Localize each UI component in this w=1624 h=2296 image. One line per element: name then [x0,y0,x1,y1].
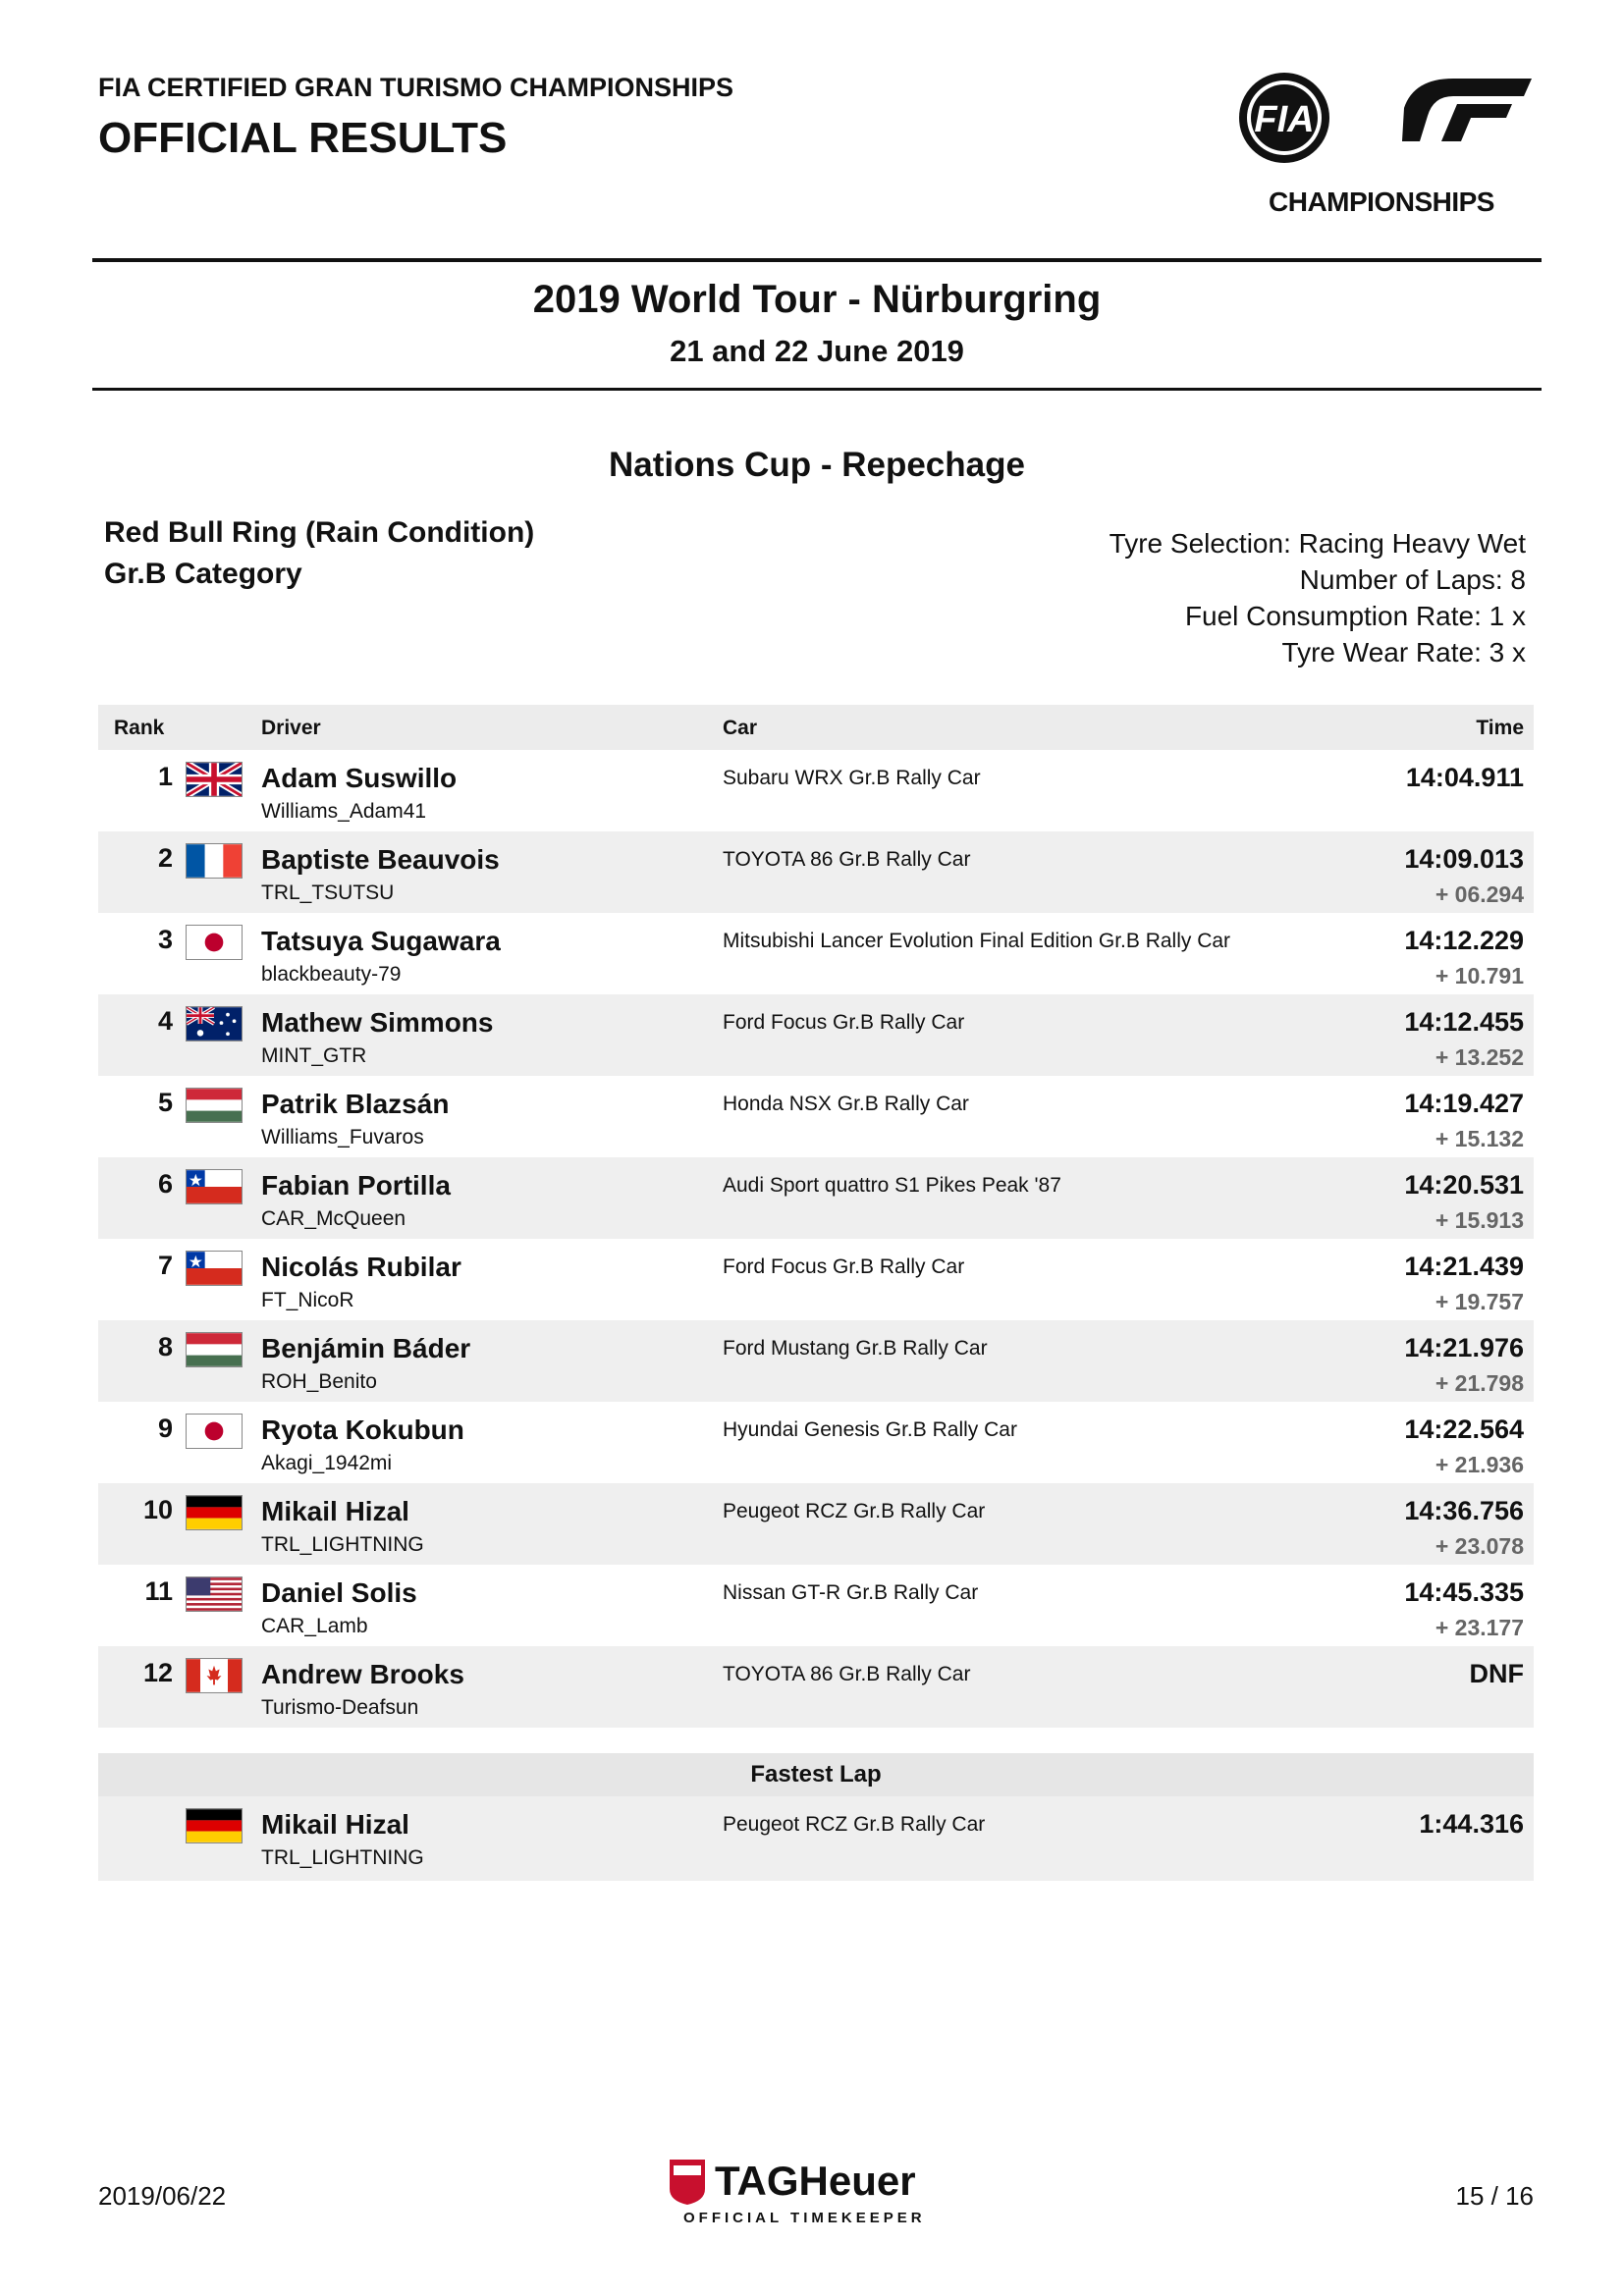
car-name: TOYOTA 86 Gr.B Rally Car [723,848,971,871]
col-driver: Driver [261,717,321,739]
footer-page-number: 15 / 16 [1455,2181,1534,2211]
driver-username: blackbeauty-79 [261,963,402,986]
race-time: 14:21.439 [1404,1252,1524,1281]
us-flag-icon [186,1576,243,1612]
header-title: OFFICIAL RESULTS [98,114,508,162]
car-name: Honda NSX Gr.B Rally Car [723,1093,969,1115]
driver-username: FT_NicoR [261,1289,354,1311]
car-name: TOYOTA 86 Gr.B Rally Car [723,1663,971,1685]
driver-username: TRL_LIGHTNING [261,1533,424,1556]
rank-number: 11 [144,1576,173,1606]
fastest-car: Peugeot RCZ Gr.B Rally Car [723,1813,986,1836]
col-rank: Rank [114,717,165,739]
driver-name: Adam Suswillo [261,763,458,793]
col-car: Car [723,717,758,739]
driver-name: Mikail Hizal [261,1496,409,1526]
driver-name: Andrew Brooks [261,1659,464,1689]
driver-username: TRL_TSUTSU [261,881,395,904]
table-row [98,1483,1534,1565]
table-row [98,1320,1534,1402]
car-name: Ford Focus Gr.B Rally Car [723,1255,965,1278]
race-time: 14:45.335 [1404,1577,1524,1607]
car-name: Hyundai Genesis Gr.B Rally Car [723,1418,1017,1441]
event-dates: 21 and 22 June 2019 [670,334,964,368]
fastest-driver-user: TRL_LIGHTNING [261,1846,424,1869]
rank-number: 6 [157,1169,173,1199]
category-name: Gr.B Category [104,558,302,590]
race-time: 14:22.564 [1404,1415,1524,1444]
title-divider [92,388,1542,391]
hu-flag-icon [186,1088,243,1123]
time-gap: + 13.252 [1435,1044,1524,1070]
ca-flag-icon [186,1658,243,1693]
au-flag-icon [186,1006,243,1041]
driver-name: Ryota Kokubun [261,1415,464,1445]
condition-fuel: Fuel Consumption Rate: 1 x [1184,601,1526,631]
rank-number: 9 [157,1414,173,1443]
driver-username: Turismo-Deafsun [261,1696,419,1719]
jp-flag-icon [186,925,243,960]
race-time: 14:09.013 [1404,844,1524,874]
table-row [98,1157,1534,1239]
cl-flag-icon [186,1251,243,1286]
de-flag-icon [186,1808,243,1843]
fr-flag-icon [186,843,243,879]
time-gap: + 19.757 [1435,1289,1524,1314]
condition-wear: Tyre Wear Rate: 3 x [1281,637,1526,667]
championships-label: CHAMPIONSHIPS [1269,187,1494,217]
fia-logo-icon [1239,73,1329,163]
rank-number: 4 [157,1006,173,1036]
driver-name: Patrik Blazsán [261,1089,450,1119]
tagheuer-brand: TAGHeuer [715,2158,916,2204]
session-name: Nations Cup - Repechage [609,446,1025,484]
driver-username: Akagi_1942mi [261,1452,393,1474]
race-time: 14:36.756 [1404,1496,1524,1525]
fastest-lap-heading: Fastest Lap [98,1753,1534,1796]
race-time: 14:12.229 [1404,926,1524,955]
table-row [98,913,1534,994]
table-row [98,1646,1534,1728]
condition-tyre: Tyre Selection: Racing Heavy Wet [1109,528,1526,559]
rank-number: 2 [157,843,173,873]
time-gap: + 23.177 [1435,1615,1524,1640]
fia-logo-text: FIA [1254,99,1315,140]
car-name: Audi Sport quattro S1 Pikes Peak '87 [723,1174,1061,1197]
driver-name: Benjámin Báder [261,1333,471,1363]
table-row [98,831,1534,913]
driver-username: CAR_Lamb [261,1615,368,1637]
col-time: Time [1476,717,1524,739]
race-time: 14:19.427 [1404,1089,1524,1118]
rank-number: 8 [157,1332,173,1362]
car-name: Peugeot RCZ Gr.B Rally Car [723,1500,986,1522]
gb-flag-icon [186,762,243,797]
cl-flag-icon [186,1169,243,1204]
table-row [98,1076,1534,1157]
table-row [98,1402,1534,1483]
driver-name: Daniel Solis [261,1577,417,1608]
driver-name: Tatsuya Sugawara [261,926,501,956]
time-gap: + 15.913 [1435,1207,1524,1233]
car-name: Ford Mustang Gr.B Rally Car [723,1337,988,1360]
rank-number: 10 [142,1495,173,1524]
fastest-time: 1:44.316 [1419,1809,1524,1839]
driver-name: Fabian Portilla [261,1170,451,1201]
race-time: 14:21.976 [1404,1333,1524,1362]
race-time: 14:20.531 [1404,1170,1524,1200]
de-flag-icon [186,1495,243,1530]
tagheuer-shield-icon [670,2160,705,2205]
driver-username: CAR_McQueen [261,1207,406,1230]
time-gap: + 15.132 [1435,1126,1524,1151]
race-time: 14:04.911 [1405,763,1524,792]
rank-number: 7 [157,1251,173,1280]
car-name: Ford Focus Gr.B Rally Car [723,1011,965,1034]
race-time: DNF [1469,1659,1524,1688]
car-name: Subaru WRX Gr.B Rally Car [723,767,981,789]
condition-laps: Number of Laps: 8 [1299,564,1526,595]
time-gap: + 21.798 [1435,1370,1524,1396]
table-row [98,750,1534,831]
time-gap: + 10.791 [1435,963,1524,988]
event-title: 2019 World Tour - Nürburgring [532,278,1102,321]
rank-number: 1 [157,762,173,791]
track-name: Red Bull Ring (Rain Condition) [104,516,535,549]
fastest-driver-name: Mikail Hizal [261,1809,409,1840]
time-gap: + 23.078 [1435,1533,1524,1559]
results-table-header [98,705,1534,750]
race-time: 14:12.455 [1404,1007,1524,1037]
hu-flag-icon [186,1332,243,1367]
car-name: Nissan GT-R Gr.B Rally Car [723,1581,979,1604]
driver-name: Mathew Simmons [261,1007,494,1038]
driver-username: Williams_Adam41 [261,800,427,823]
fastest-lap-row [98,1796,1534,1881]
table-row [98,1565,1534,1646]
jp-flag-icon [186,1414,243,1449]
driver-username: Williams_Fuvaros [261,1126,424,1148]
driver-name: Nicolás Rubilar [261,1252,461,1282]
footer-date: 2019/06/22 [98,2181,227,2211]
table-row [98,994,1534,1076]
time-gap: + 21.936 [1435,1452,1524,1477]
driver-username: ROH_Benito [261,1370,377,1393]
rank-number: 12 [142,1658,173,1687]
tagheuer-logo [670,2156,964,2230]
gt-logo-icon [1402,79,1532,141]
car-name: Mitsubishi Lancer Evolution Final Edition Gr.B Rally Car [723,930,1231,952]
top-divider [92,258,1542,262]
rank-number: 5 [157,1088,173,1117]
driver-username: MINT_GTR [261,1044,367,1067]
time-gap: + 06.294 [1435,881,1524,907]
tagheuer-sub: OFFICIAL TIMEKEEPER [683,2210,926,2226]
driver-name: Baptiste Beauvois [261,844,500,875]
header-subtitle: FIA CERTIFIED GRAN TURISMO CHAMPIONSHIPS [98,73,734,102]
rank-number: 3 [157,925,173,954]
table-row [98,1239,1534,1320]
